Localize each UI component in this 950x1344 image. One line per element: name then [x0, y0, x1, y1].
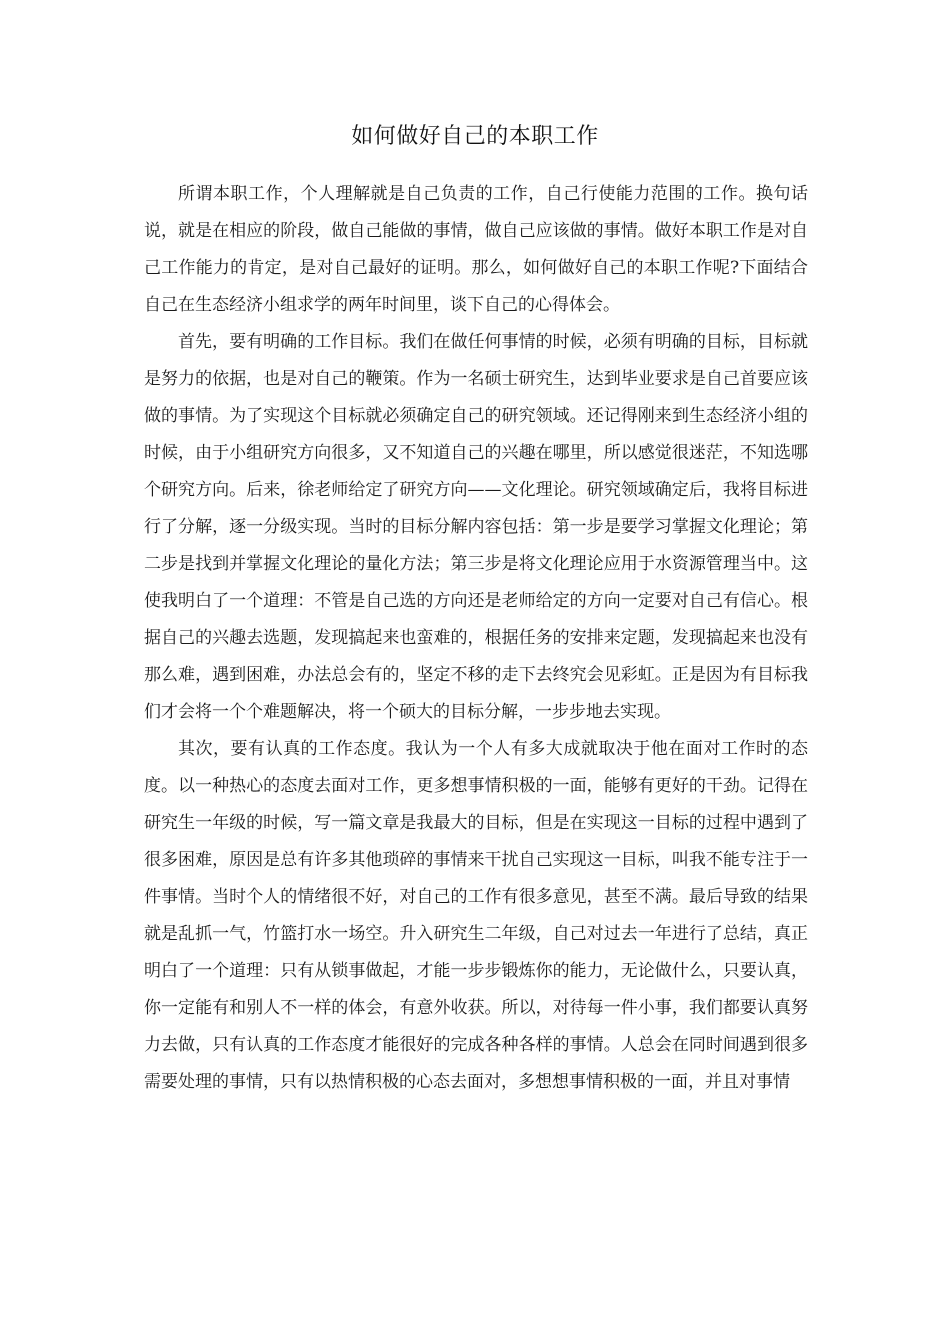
- paragraph-attitude: 其次，要有认真的工作态度。我认为一个人有多大成就取决于他在面对工作时的态度。以一种热心的态度去面对工作，更多想事情积极的一面，能够有更好的干劲。记得在研究生一年级的时候，写一篇文章是我最大的目标，但是在实现这一目标的过程中遇到了很多困难，原因是总有许多其他琐碎的事情来干扰自己实现这一目标，叫我不能专注于一件事情。当时个人的情绪很不好，对自己的工作有很多意见，甚至不满。最后导致的结果就是乱抓一气，竹篮打水一场空。升入研究生二年级，自己对过去一年进行了总结，真正明白了一个道理：只有从锁事做起，才能一步步锻炼你的能力，无论做什么，只要认真，你一定能有和别人不一样的体会，有意外收获。所以，对待每一件小事，我们都要认真努力去做，只有认真的工作态度才能很好的完成各种各样的事情。人总会在同时间遇到很多需要处理的事情，只有以热情积极的心态去面对，多想想事情积极的一面，并且对事情: [144, 739, 808, 1092]
- document-title: 如何做好自己的本职工作: [351, 124, 599, 149]
- paragraph-intro: 所谓本职工作，个人理解就是自己负责的工作，自己行使能力范围的工作。换句话说，就是在相应的阶段，做自己能做的事情，做自己应该做的事情。做好本职工作是对自己工作能力的肯定，是对自己最好的证明。那么，如何做好自己的本职工作呢?下面结合自己在生态经济小组求学的两年时间里，谈下自己的心得体会。: [144, 184, 808, 315]
- document-body: [144, 176, 808, 1101]
- paragraph-goal: 首先，要有明确的工作目标。我们在做任何事情的时候，必须有明确的目标，目标就是努力的依据，也是对自己的鞭策。作为一名硕士研究生，达到毕业要求是自己首要应该做的事情。为了实现这个目标就必须确定自己的研究领域。还记得刚来到生态经济小组的时候，由于小组研究方向很多，又不知道自己的兴趣在哪里，所以感觉很迷茫，不知选哪个研究方向。后来，徐老师给定了研究方向——文化理论。研究领域确定后，我将目标进行了分解，逐一分级实现。当时的目标分解内容包括：第一步是要学习掌握文化理论；第二步是找到并掌握文化理论的量化方法；第三步是将文化理论应用于水资源管理当中。这使我明白了一个道理：不管是自己选的方向还是老师给定的方向一定要对自己有信心。根据自己的兴趣去选题，发现搞起来也蛮难的，根据任务的安排来定题，发现搞起来也没有那么难，遇到困难，办法总会有的，坚定不移的走下去终究会见彩虹。正是因为有目标我们才会将一个个难题解决，将一个硕大的目标分解，一步步地去实现。: [144, 332, 808, 722]
